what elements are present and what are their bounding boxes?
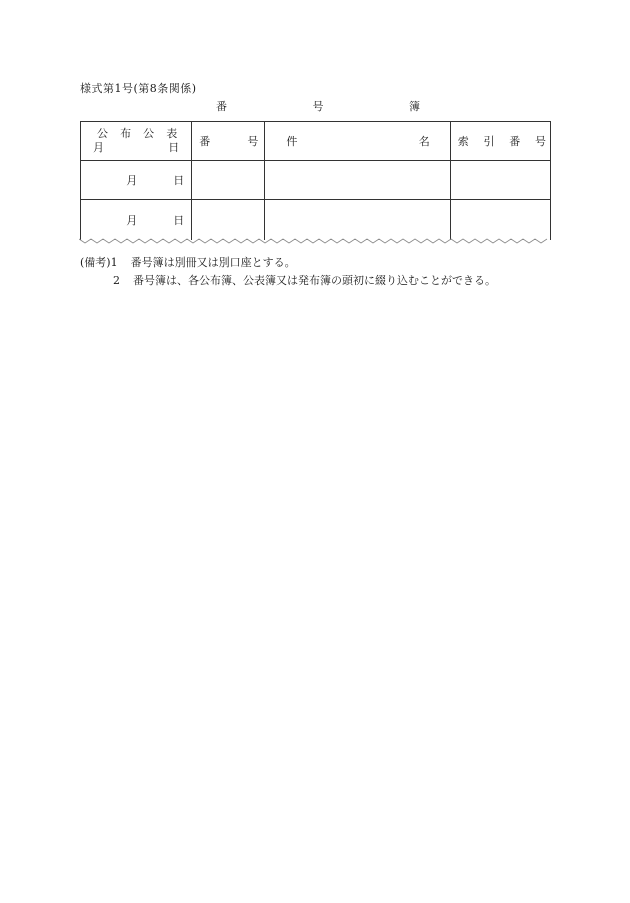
row-day: 日 <box>173 214 185 227</box>
note-number: 2 <box>113 274 120 287</box>
ledger-table <box>80 121 551 240</box>
row-month: 月 <box>126 174 138 187</box>
note-item <box>80 272 496 290</box>
note-text: 番号簿は別冊又は別口座とする。 <box>130 256 296 269</box>
header-day: 日 <box>168 141 180 154</box>
ledger-title <box>216 98 420 114</box>
table-continuation-wave <box>79 236 552 246</box>
row-index-cell <box>450 200 550 241</box>
header-date <box>81 122 192 161</box>
row-date-cell <box>81 200 192 241</box>
header-name-char: 件 <box>286 135 298 148</box>
ledger-table-wrap <box>80 121 551 242</box>
header-number-char: 番 <box>199 135 211 148</box>
header-date-char: 布 <box>120 127 132 140</box>
row-number-cell <box>192 161 265 200</box>
ledger-title-char: 号 <box>312 100 324 113</box>
row-date-cell <box>81 161 192 200</box>
row-name-cell <box>265 161 450 200</box>
ledger-title-char: 簿 <box>409 100 420 113</box>
header-date-char: 公 <box>143 127 155 140</box>
header-index-char: 号 <box>534 135 546 148</box>
row-month: 月 <box>126 214 138 227</box>
form-label: 様式第1号(第8条関係) <box>80 82 197 95</box>
header-index-char: 引 <box>483 135 495 148</box>
header-month: 月 <box>93 141 104 154</box>
row-number-cell <box>192 200 265 241</box>
table-header-row <box>81 122 551 161</box>
note-number: 1 <box>110 256 118 269</box>
notes-prefix: (備考) <box>80 256 111 269</box>
header-name-char: 名 <box>418 135 430 148</box>
notes-section <box>80 254 496 290</box>
note-text: 番号簿は、各公布簿、公表簿又は発布簿の頭初に綴り込むことができる。 <box>133 274 496 287</box>
header-index <box>450 122 550 161</box>
note-item <box>80 254 496 272</box>
header-date-char: 公 <box>97 127 108 140</box>
row-day: 日 <box>173 174 185 187</box>
header-number <box>192 122 265 161</box>
ledger-title-char: 番 <box>216 100 227 113</box>
header-index-char: 索 <box>457 135 469 148</box>
header-date-char: 表 <box>166 127 178 140</box>
row-name-cell <box>265 200 450 241</box>
header-name <box>265 122 450 161</box>
table-row <box>81 161 551 200</box>
header-number-char: 号 <box>247 135 259 148</box>
wave-line <box>79 239 547 243</box>
table-row <box>81 200 551 241</box>
row-index-cell <box>450 161 550 200</box>
header-index-char: 番 <box>509 135 521 148</box>
